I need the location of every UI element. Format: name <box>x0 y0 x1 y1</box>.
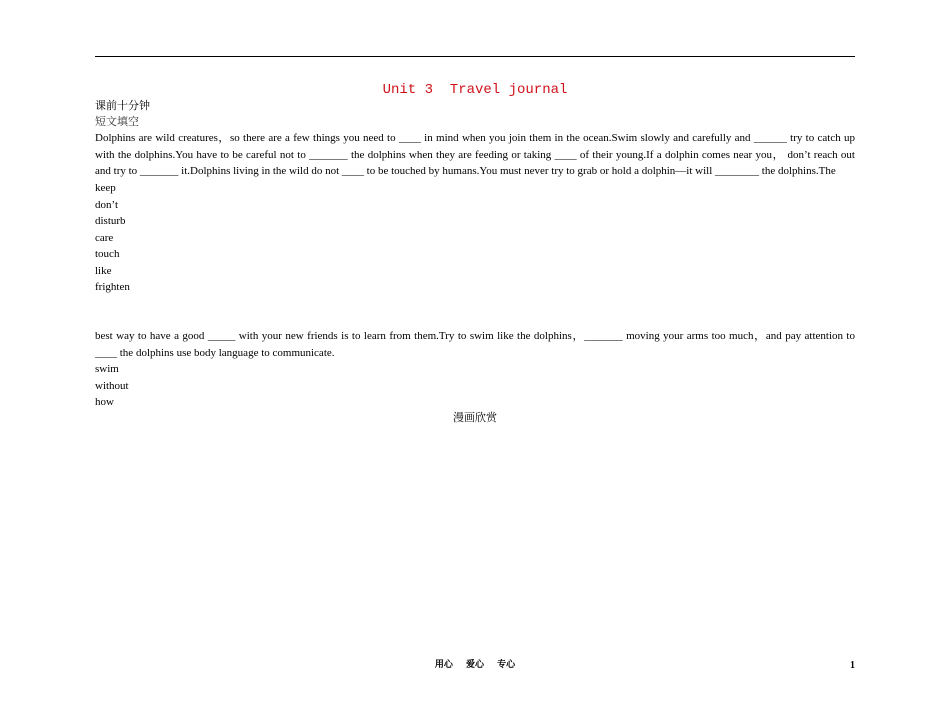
answer-item: disturb <box>95 215 126 227</box>
cartoon-caption: 漫画欣赏 <box>453 411 497 424</box>
page-title: Unit 3 Travel journal <box>382 82 568 98</box>
page-number: 1 <box>850 660 855 671</box>
answer-item: swim <box>95 363 119 375</box>
header-rule <box>95 56 855 57</box>
footer-motto: 用心 爱心 专心 <box>434 660 516 670</box>
answer-item: frighten <box>95 281 130 293</box>
answer-item: without <box>95 379 129 392</box>
answer-item: touch <box>95 248 120 260</box>
passage-paragraph-1: Dolphins are wild creatures，so there are a few things you need to ____ in mind when you join them in the ocean.Swim slowly and carefully and ______ try to catch up with the dolphins.You have to be careful not to _______ the dolphins when they are feeding or taking ____ of their young.If a dolphin comes near you， don’t reach out and try to _______ it.Dolphins living in the wild do not ____ to be touched by humans.You must never try to grab or hold a dolphin—it will ________ the dolphins.The <box>95 132 855 177</box>
exercise-label: 短文填空 <box>95 115 139 128</box>
answer-item: care <box>95 231 114 244</box>
section-heading: 课前十分钟 <box>95 99 150 112</box>
answer-item: don’t <box>95 198 119 211</box>
answer-item: how <box>95 396 114 408</box>
answer-list-2 <box>95 361 129 411</box>
answer-item: keep <box>95 182 116 194</box>
answer-item: like <box>95 264 112 277</box>
answer-list-1 <box>95 180 130 296</box>
passage-paragraph-2: best way to have a good _____ with your new friends is to learn from them.Try to swim like the dolphins，_______ moving your arms too much，and pay attention to ____ the dolphins use body language to communicate. <box>95 330 855 359</box>
